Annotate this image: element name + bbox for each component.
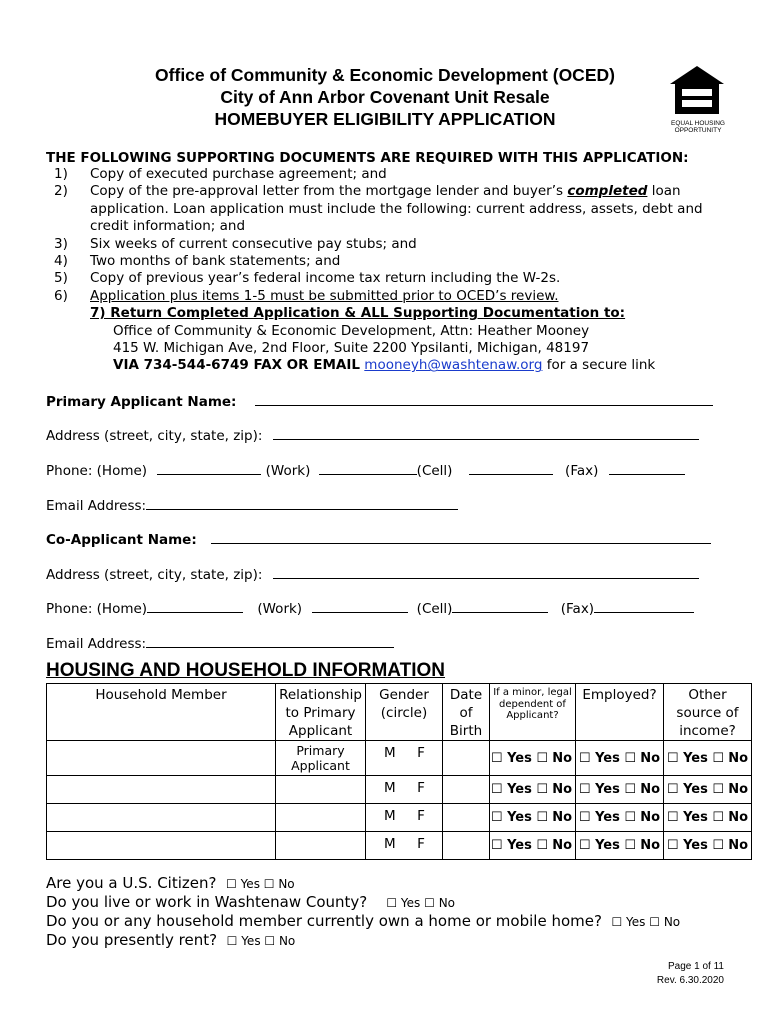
return-address-1: Office of Community & Economic Development, Attn: Heather Mooney [113, 322, 590, 339]
question-text: Do you or any household member currently own a home or mobile home? [46, 912, 602, 930]
employed-yes-no[interactable] [576, 832, 664, 860]
no-option[interactable]: No [552, 810, 572, 825]
return-contact [46, 357, 726, 374]
minor-yes-no[interactable] [490, 832, 576, 860]
table-row [47, 776, 752, 804]
item-number: 4) [54, 253, 68, 270]
equal-housing-logo [668, 64, 728, 134]
primary-phone-fax-label: (Fax) [565, 463, 599, 479]
co-phone-cell-field[interactable] [452, 598, 548, 613]
primary-email-field[interactable] [146, 495, 458, 510]
question-rent [46, 931, 295, 949]
dob-cell[interactable] [443, 804, 490, 832]
header-gender: Gender (circle) [366, 684, 443, 741]
primary-email-label: Email Address: [46, 498, 147, 514]
no-option[interactable]: No [640, 810, 660, 825]
item-text: Two months of bank statements; and [90, 253, 341, 270]
co-email-label: Email Address: [46, 636, 147, 652]
gender-m[interactable]: M [384, 780, 396, 796]
question-options[interactable]: ☐ Yes ☐ No [611, 915, 681, 929]
primary-phone-work-field[interactable] [319, 460, 417, 475]
member-cell[interactable] [47, 776, 276, 804]
primary-address-row [46, 425, 716, 444]
minor-yes-no[interactable] [490, 776, 576, 804]
yes-option[interactable]: ☐ Yes ☐ [490, 782, 549, 797]
return-instructions: 7) Return Completed Application & ALL Supporting Documentation to: [90, 305, 626, 322]
primary-name-row [46, 391, 716, 410]
dob-cell[interactable] [443, 741, 490, 776]
primary-phone-home-field[interactable] [157, 460, 261, 475]
item-number: 2) [54, 183, 68, 200]
yes-option[interactable]: ☐ Yes ☐ [666, 838, 725, 853]
co-phone-work-label: (Work) [257, 601, 303, 617]
relationship-cell[interactable] [276, 804, 366, 832]
primary-phone-cell-field[interactable] [469, 460, 553, 475]
item-emphasis: completed [567, 183, 648, 200]
employed-yes-no[interactable] [576, 741, 664, 776]
co-phone-home-field[interactable] [147, 598, 243, 613]
list-item [46, 253, 726, 270]
contact-bold: VIA 734-544-6749 FAX OR EMAIL [113, 357, 360, 374]
primary-name-label: Primary Applicant Name: [46, 394, 237, 410]
header-other-income: Other source of income? [664, 684, 752, 741]
co-name-field[interactable] [211, 529, 711, 544]
item-number: 3) [54, 235, 68, 252]
gender-cell[interactable] [366, 741, 443, 776]
no-option[interactable]: No [728, 782, 748, 797]
member-cell[interactable] [47, 741, 276, 776]
yes-option[interactable]: ☐ Yes ☐ [578, 810, 637, 825]
co-address-row [46, 564, 716, 583]
co-email-field[interactable] [146, 633, 394, 648]
yes-option[interactable]: ☐ Yes ☐ [666, 750, 725, 766]
gender-f[interactable]: F [417, 836, 425, 852]
item-text: Copy of the pre-approval letter from the mortgage lender and buyer’s [90, 183, 568, 200]
logo-caption-2: OPPORTUNITY [674, 127, 722, 134]
header-subtitle: City of Ann Arbor Covenant Unit Resale [220, 87, 550, 107]
gender-m[interactable]: M [384, 808, 396, 824]
employed-yes-no[interactable] [576, 776, 664, 804]
yes-option[interactable]: ☐ Yes ☐ [490, 750, 549, 766]
primary-address-field[interactable] [273, 425, 699, 440]
question-options[interactable]: ☐ Yes ☐ No [386, 896, 456, 910]
table-header-row [47, 684, 752, 741]
gender-m[interactable]: M [384, 745, 396, 761]
income-yes-no[interactable] [664, 776, 752, 804]
relationship-cell[interactable] [276, 776, 366, 804]
primary-address-label: Address (street, city, state, zip): [46, 428, 263, 444]
co-address-label: Address (street, city, state, zip): [46, 567, 263, 583]
primary-phone-cell-label: (Cell) [416, 463, 453, 479]
income-yes-no[interactable] [664, 741, 752, 776]
primary-name-field[interactable] [255, 391, 713, 406]
question-text: Are you a U.S. Citizen? [46, 874, 217, 892]
header-employed: Employed? [576, 684, 664, 741]
list-item [46, 270, 726, 287]
list-item [46, 288, 726, 305]
household-table [46, 683, 752, 860]
co-name-row [46, 529, 716, 548]
list-item [46, 183, 726, 235]
return-address-2: 415 W. Michigan Ave, 2nd Floor, Suite 2200 Ypsilanti, Michigan, 48197 [113, 340, 590, 357]
requirements-heading: THE FOLLOWING SUPPORTING DOCUMENTS ARE REQUIRED WITH THIS APPLICATION: [46, 150, 689, 166]
item-text: Copy of executed purchase agreement; and [90, 166, 387, 182]
yes-option[interactable]: ☐ Yes ☐ [666, 810, 725, 825]
gender-cell[interactable] [366, 776, 443, 804]
question-options[interactable]: ☐ Yes ☐ No [226, 877, 295, 891]
yes-option[interactable]: ☐ Yes ☐ [578, 838, 637, 853]
item-number: 5) [54, 270, 68, 287]
item-text: Copy of previous year’s federal income tax return including the W-2s. [90, 270, 561, 287]
co-name-label: Co-Applicant Name: [46, 532, 197, 548]
question-own-home [46, 912, 680, 930]
relationship-cell: Primary Applicant [276, 741, 366, 776]
co-phone-cell-label: (Cell) [416, 601, 453, 617]
household-section-title: HOUSING AND HOUSEHOLD INFORMATION [46, 660, 445, 681]
item-number: 6) [54, 287, 68, 304]
primary-phone-home-label: Phone: (Home) [46, 463, 148, 479]
gender-f[interactable]: F [417, 808, 425, 824]
no-option[interactable]: No [640, 782, 660, 797]
question-text: Do you presently rent? [46, 931, 218, 949]
contact-post: for a secure link [542, 357, 656, 374]
income-yes-no[interactable] [664, 804, 752, 832]
no-option[interactable]: No [728, 750, 748, 766]
item-number: 1) [54, 166, 68, 182]
page-number: Page 1 of 11 [668, 961, 724, 972]
gender-cell[interactable] [366, 804, 443, 832]
header-dob: Date of Birth [443, 684, 490, 741]
no-option[interactable]: No [728, 838, 748, 853]
relationship-cell[interactable] [276, 832, 366, 860]
email-link[interactable]: mooneyh@washtenaw.org [364, 357, 543, 374]
co-phone-home-label: Phone: (Home) [46, 601, 148, 617]
co-email-row [46, 633, 716, 652]
no-option[interactable]: No [552, 838, 572, 853]
yes-option[interactable]: ☐ Yes ☐ [666, 782, 725, 797]
question-washtenaw [46, 893, 455, 911]
no-option[interactable]: No [640, 838, 660, 853]
list-item [46, 166, 726, 183]
primary-email-row [46, 495, 716, 514]
logo-caption-1: EQUAL HOUSING [671, 120, 725, 127]
yes-option[interactable]: ☐ Yes ☐ [578, 782, 637, 797]
header-title: Office of Community & Economic Development (OCED) [155, 65, 615, 85]
requirements-list [46, 166, 726, 375]
question-text: Do you live or work in Washtenaw County? [46, 893, 368, 911]
item-text: Application plus items 1-5 must be submitted prior to OCED’s review. [90, 287, 559, 304]
yes-option[interactable]: ☐ Yes ☐ [490, 810, 549, 825]
no-option[interactable]: No [552, 782, 572, 797]
question-options[interactable]: ☐ Yes ☐ No [226, 934, 296, 948]
question-citizen [46, 874, 295, 892]
yes-option[interactable]: ☐ Yes ☐ [578, 750, 637, 766]
table-row [47, 832, 752, 860]
table-row [47, 741, 752, 776]
co-phone-fax-label: (Fax) [560, 601, 595, 617]
primary-phone-fax-field[interactable] [609, 460, 685, 475]
employed-yes-no[interactable] [576, 804, 664, 832]
member-cell[interactable] [47, 832, 276, 860]
primary-phone-work-label: (Work) [265, 463, 311, 479]
income-yes-no[interactable] [664, 832, 752, 860]
header-relationship: Relationship to Primary Applicant [276, 684, 366, 741]
list-item [46, 236, 726, 253]
gender-cell[interactable] [366, 832, 443, 860]
no-option[interactable]: No [552, 750, 572, 766]
member-cell[interactable] [47, 804, 276, 832]
co-phone-fax-field[interactable] [594, 598, 694, 613]
primary-phone-row [46, 460, 716, 479]
item-text: Six weeks of current consecutive pay stubs; and [90, 235, 417, 252]
yes-option[interactable]: ☐ Yes ☐ [490, 838, 549, 853]
header-household-member: Household Member [47, 684, 276, 741]
no-option[interactable]: No [640, 750, 660, 766]
equal-housing-icon [668, 64, 726, 116]
co-phone-row [46, 598, 716, 617]
no-option[interactable]: No [728, 810, 748, 825]
header-minor-dependent: If a minor, legal dependent of Applicant? [490, 684, 576, 741]
page-footer [657, 960, 724, 988]
co-address-field[interactable] [273, 564, 699, 579]
document-header [0, 64, 770, 130]
gender-f[interactable]: F [417, 745, 425, 761]
co-phone-work-field[interactable] [312, 598, 408, 613]
gender-m[interactable]: M [384, 836, 396, 852]
dob-cell[interactable] [443, 776, 490, 804]
minor-yes-no[interactable] [490, 804, 576, 832]
revision-date: Rev. 6.30.2020 [656, 975, 724, 986]
dob-cell[interactable] [443, 832, 490, 860]
item-text-cont: loan application. Loan application must include the following: current address, assets, debt and credit information; and [90, 183, 703, 235]
header-form-title: HOMEBUYER ELIGIBILITY APPLICATION [214, 109, 556, 129]
table-row [47, 804, 752, 832]
minor-yes-no[interactable] [490, 741, 576, 776]
gender-f[interactable]: F [417, 780, 425, 796]
